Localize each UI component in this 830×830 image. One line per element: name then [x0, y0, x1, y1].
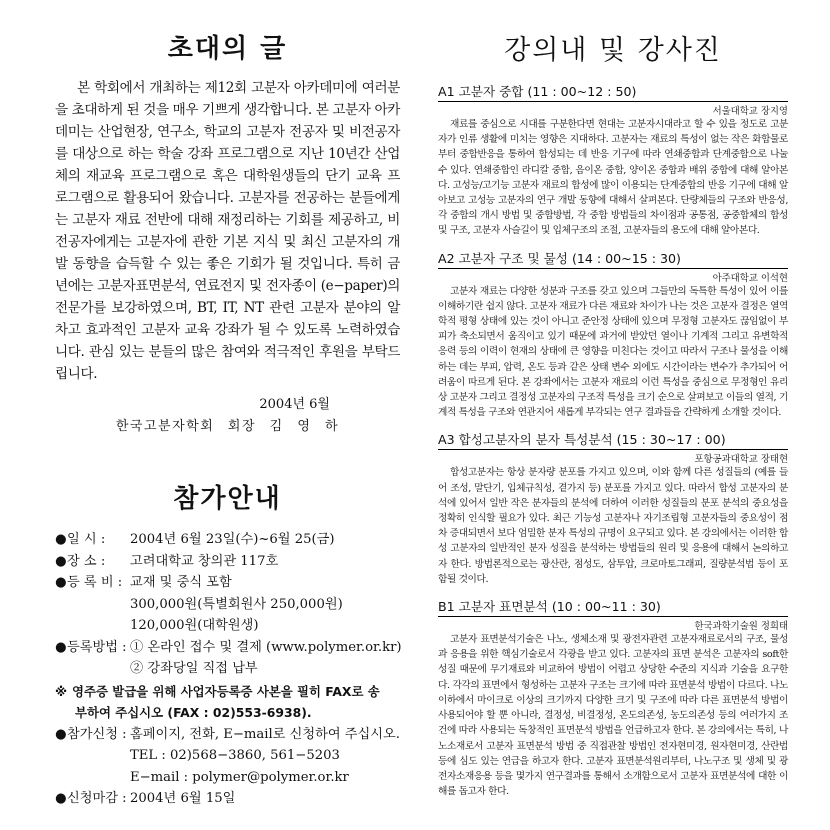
- info-place: [55, 551, 400, 573]
- info-method-line: ① 온라인 접수 및 결제 (www.polymer.or.kr): [130, 639, 402, 655]
- info-fee-label: 등 록 비 :: [67, 575, 123, 590]
- lectures-title: 강의내 및 강사진: [504, 35, 722, 66]
- info-method-line: ② 강좌당일 직접 납부: [130, 661, 258, 676]
- bullet-icon: ●: [55, 553, 67, 569]
- bullet-icon: ●: [55, 575, 67, 590]
- info-title: 참가안내: [173, 484, 282, 514]
- bullet-icon: ●: [55, 639, 67, 655]
- bullet-icon: ●: [55, 726, 67, 742]
- invitation-body: 본 학회에서 개최하는 제12회 고분자 아카데미에 여러분을 초대하게 된 것을 매우 기쁘게 생각합니다. 본 고분자 아카데미는 산업현장, 연구소, 학교의 고분자 전공자 및 비전공자를 대상으로 하는 학술 강좌 프로그램으로 지난 10년간 산업체의 재교육 프로그램으로 혹은 대학원생들의 단기 교육 프로그램으로 활용되어 왔습니다. 고분자를 전공하는 분들에게는 고분자 재료 전반에 대해 재정리하는 기회를 제공하고, 비전공자에게는 고분자에 관한 기본 지식 및 최신 고분자의 개발 동향을 습득할 수 있는 좋은 기회가 될 것입니다. 특히 금년에는 고분자표면분석, 연료전지 및 전자종이 (e−paper)의 전문가를 보강하였으며, BT, IT, NT 관련 고분자 분야의 알차고 효과적인 고분자 교육 강좌가 될 수 있도록 노력하였습니다. 관심 있는 분들의 많은 참여와 적극적인 후원을 부탁드립니다.: [55, 80, 400, 382]
- lecture-a3: [438, 429, 788, 587]
- lecture-speaker: 포항공과대학교 장태현: [694, 454, 788, 466]
- info-fee: [55, 572, 400, 594]
- invitation-date: 2004년 6월: [259, 397, 330, 412]
- info-fee-line: 300,000원(특별회원사 250,000원): [130, 596, 343, 612]
- lecture-speaker: 서울대학교 장지영: [712, 106, 788, 117]
- left-column: [55, 28, 400, 810]
- info-dates-value: 2004년 6월 23일(수)~6월 25(금): [130, 532, 335, 547]
- invitation-title: 초대의 글: [167, 34, 288, 64]
- info-apply-line: 홈페이지, 전화, E−mail로 신청하여 주십시오.: [130, 726, 400, 742]
- info-fee-line: 120,000원(대학원생): [130, 618, 259, 633]
- invitation-signature: 한국고분자학회 회장 김 영 하: [115, 419, 340, 434]
- lecture-heading: A2 고분자 구조 및 물성 (14 : 00~15 : 30): [438, 248, 788, 269]
- bullet-icon: ●: [55, 532, 67, 547]
- lecture-b1: [438, 596, 788, 799]
- info-deadline: [55, 788, 400, 810]
- lecture-body: 재료를 중심으로 시대를 구분한다면 현대는 고분자시대라고 할 수 있을 정도로 고분자가 인류 생활에 미치는 영향은 지대하다. 고분자는 재료의 특성이 없는 작은 화합물로부터 중합반응을 통하여 합성되는 데 반응 기구에 따라 연쇄중합과 단계중합으로 나눌 수 있다. 연쇄중합인 라디칼 중합, 음이온 중합, 양이온 중합과 배위 중합에 대해 알아본다. 고성능/고기능 고분자 재료의 합성에 많이 이용되는 단계중합의 반응 기구에 대해 알아보고 고성능 고분자의 연구 개발 동향에 대해서 살펴본다. 단량체들의 구조와 반응성, 각 중합의 개시 방법 및 중합방법, 각 중합 방법들의 차이점과 공통점, 공중합체의 합성 및 구조, 고분자 사슬길이 및 입체구조의 조절, 고분자들의 용도에 대해 알아본다.: [438, 119, 788, 237]
- bullet-icon: ●: [55, 791, 67, 806]
- lecture-speaker: 한국과학기술원 정희태: [694, 621, 788, 633]
- info-list: [55, 529, 400, 810]
- right-column: [438, 28, 788, 808]
- info-method: [55, 637, 400, 659]
- info-apply: [55, 724, 400, 746]
- lecture-speaker: 아주대학교 이석현: [712, 272, 788, 284]
- info-place-value: 고려대학교 창의관 117호: [130, 553, 279, 569]
- lecture-body: 합성고분자는 항상 분자량 분포를 가지고 있으며, 이와 함께 다른 성질들의 (예를 들어 조성, 말단기, 입체규칙성, 곁가지 등) 분포를 가지고 있다. 따라서 합성 고분자의 분석에 있어서 일반 작은 분자들의 분석에 더하여 이러한 성질들의 분포 분석의 중요성을 정확히 인식할 필요가 있다. 최근 기능성 고분자나 자기조립형 고분자들의 중요성이 점차 증대되면서 보다 엄밀한 분자 특성의 규명이 요구되고 있다. 본 강의에서는 이러한 합성 고분자의 일반적인 분자 성질을 분석하는 방법들의 원리 및 응용에 대해서 논의하고자 한다. 방법론적으로는 광산란, 점성도, 삼투압, 크로마토그래피, 질량분석법 등이 포함될 것이다.: [438, 467, 788, 585]
- info-dates-label: 일 시 :: [67, 532, 106, 547]
- lecture-heading: A3 합성고분자의 분자 특성분석 (15 : 30~17 : 00): [438, 429, 788, 450]
- notice-line: 영주증 발급을 위해 사업자등록증 사본을 필히 FAX로 송: [72, 683, 380, 699]
- info-apply-label: 참가신청 :: [67, 726, 127, 742]
- info-apply-line: TEL : 02)568−3860, 561−5203: [130, 748, 340, 763]
- notice-line: 부하여 주십시오 (FAX : 02)553-6938).: [75, 704, 312, 720]
- info-method-label: 등록방법 :: [67, 639, 127, 655]
- fax-notice: [55, 681, 400, 723]
- info-apply-line: E−mail : polymer@polymer.or.kr: [130, 769, 349, 785]
- notice-mark: ※: [55, 683, 68, 699]
- info-deadline-label: 신청마감 :: [67, 791, 127, 806]
- lecture-heading: B1 고분자 표면분석 (10 : 00~11 : 30): [438, 596, 788, 617]
- info-place-label: 장 소 :: [67, 553, 106, 569]
- lecture-a1: [438, 81, 788, 239]
- lecture-heading: A1 고분자 중합 (11 : 00~12 : 50): [438, 81, 788, 102]
- lecture-body: 고분자 재료는 다양한 성분과 구조를 갖고 있으며 그들만의 독특한 특성이 있어 이를 이해하기란 쉽지 않다. 고분자 재료가 다른 재료와 차이가 나는 것은 고분자 결정은 열역학적 평형 상태에 있는 것이 아니고 준안정 상태에 있으며 무정형 고분자도 끊임없이 부피가 축소되면서 움직이고 있기 때문에 과거에 받았던 열이나 기계적 그리고 유변학적 응력 등의 이력이 현재의 상태에 큰 영향을 미친다는 것이고 따라서 구조나 물성을 이해하는 데는 부피, 압력, 온도 등과 같은 상태 변수 외에도 시간이라는 변수가 추가되어 어려움이 따르게 된다. 본 강좌에서는 고분자 재료의 이런 특성을 중심으로 무정형인 유리상 고분자 그리고 결정성 고분자의 구조적 특성을 크기 순으로 살펴보고 이들의 열적, 기계적 특성을 구조와 연관지어 새롭게 부각되는 연구 결과들을 간략하게 소개할 것이다.: [438, 285, 788, 419]
- lecture-body: 고분자 표면분석기술은 나노, 생체소재 및 광전자관련 고분자재료로서의 구조, 물성과 응용을 위한 핵심기술로서 각광을 받고 있다. 고분자의 표면 분석은 고분자의 soft한 성질 때문에 무기재료와 비교하여 방법이 어렵고 상당한 수준의 지식과 기술을 요구한다. 각각의 표면에서 형성하는 고분자 구조는 크기에 따라 표면분석 방법이 다르다. 나노이하에서 마이크로 이상의 크기까지 다양한 크기 및 구조에 따라 다른 표면분석 방법이 사용되어야 할 뿐 아니라, 결정성, 비결정성, 온도의존성, 농도의존성 등의 여러가지 조건에 따라 사용되는 독창적인 표면분석 방법을 언급하고자 한다. 본 강의에서는 특히, 나노소재로서 고분자 표면분석 방법 중 직접관찰 방법인 전자현미경, 원자현미경, 산란법 등에 심도 있는 연급을 하고자 한다. 고분자 표면분석원리부터, 나노구조 및 생체 및 광전자소재응용 등을 몇가지 연구결과를 통해서 소개함으로서 고분자 표면분석에 대한 이해를 돕고자 한다.: [438, 634, 788, 798]
- info-fee-line: 교재 및 중식 포함: [130, 575, 232, 590]
- info-dates: [55, 529, 400, 551]
- info-deadline-value: 2004년 6월 15일: [130, 791, 236, 806]
- lecture-a2: [438, 248, 788, 421]
